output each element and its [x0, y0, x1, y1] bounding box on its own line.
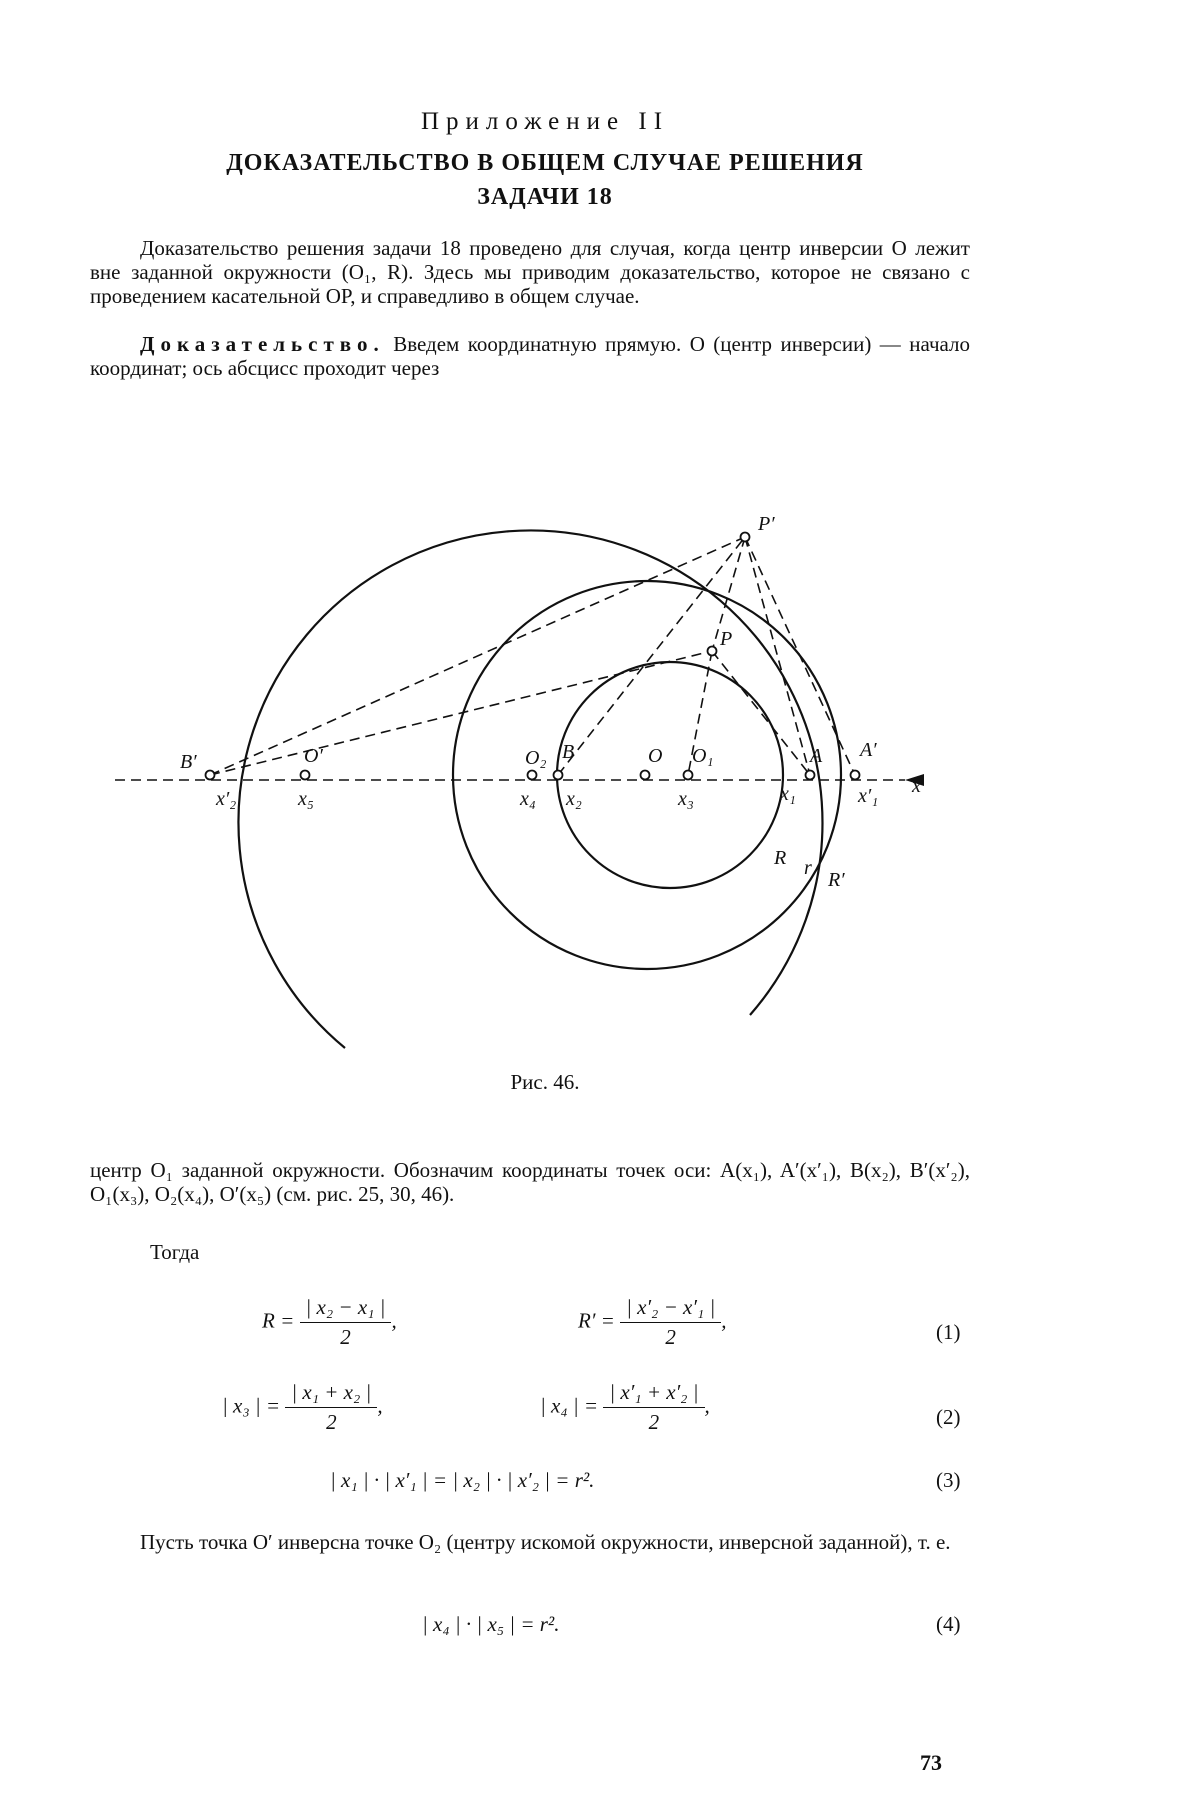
label-A: A: [810, 745, 823, 767]
eq2-den-b: 2: [648, 1410, 660, 1434]
label-x2-prime: x′₂: [216, 788, 237, 810]
point-B: [554, 771, 563, 780]
eq2-frac-b: [603, 1380, 704, 1435]
label-O2: O₂: [525, 747, 547, 769]
equation-3: | x₁ | · | x′₁ | = | x₂ | · | x′₂ | = r².: [330, 1468, 595, 1492]
eq1-number: (1): [936, 1320, 961, 1344]
equation-1b: R′ = $\frac{\text{| x′₂ − x′₁ |}}{2}$ ,: [578, 1295, 727, 1349]
eq2-num-b: | x′₁ + x′₂ |: [603, 1380, 704, 1408]
point-P: [708, 647, 717, 656]
eq1-den-b: 2: [665, 1325, 676, 1349]
label-O-prime: O′: [304, 745, 323, 767]
eq4-number: (4): [936, 1612, 961, 1636]
point-A: [806, 771, 815, 780]
point-O1: [684, 771, 693, 780]
let-paragraph: Пусть точка O′ инверсна точке O₂ (центру искомой окружности, инверсной заданной), т. е.: [140, 1530, 951, 1554]
label-x1-prime: x′₁: [858, 785, 879, 807]
proof-word: Доказательство.: [140, 332, 385, 356]
label-A-prime: A′: [860, 739, 877, 761]
label-x4: x₄: [520, 788, 536, 810]
eq2-num-a: | x₁ + x₂ |: [285, 1380, 377, 1408]
label-x5: x₅: [298, 788, 314, 810]
point-P-prime: [741, 533, 750, 542]
eq1-den-a: 2: [340, 1325, 351, 1349]
eq2-den-a: 2: [326, 1410, 337, 1434]
label-B: B: [562, 741, 575, 763]
page-number: 73: [920, 1750, 942, 1775]
label-P-prime: P′: [758, 513, 775, 535]
point-O2: [528, 771, 537, 780]
intro-paragraph: Доказательство решения задачи 18 проведено для случая, когда центр инверсии O лежит вне заданной окружности (O₁, R). Здесь мы приводим доказательство, которое не связано с проведением касательной OP, и справедливо в общем случае.: [90, 236, 970, 308]
label-B-prime: B′: [180, 751, 197, 773]
line-P-A: [712, 651, 810, 775]
equation-1: R = $\frac{\text{| x₂ − x₁ |}}{2}$ ,: [262, 1295, 397, 1349]
eq2-number: (2): [936, 1405, 961, 1429]
continuation-paragraph: центр O₁ заданной окружности. Обозначим координаты точек оси: A(x₁), A′(x′₁), B(x₂), B′(x′₂), O₁(x₃), O₂(x₄), O′(x₅) (см. рис. 25, 30, 46).: [90, 1158, 970, 1206]
eq2-lhs-b: | x₄ | =: [540, 1393, 599, 1418]
line-Bp-P: [210, 651, 712, 775]
appendix-heading: Приложение II: [420, 108, 670, 135]
label-x1: x₁: [780, 783, 796, 805]
eq3-number: (3): [936, 1468, 961, 1492]
label-O1: O₁: [692, 745, 714, 767]
label-x-axis: x: [912, 775, 921, 797]
section-title-line-2: ЗАДАЧИ 18: [477, 184, 613, 210]
section-title-line-1: ДОКАЗАТЕЛЬСТВО В ОБЩЕМ СЛУЧАЕ РЕШЕНИЯ: [226, 150, 864, 176]
point-B-prime: [206, 771, 215, 780]
label-R-prime: R′: [828, 869, 845, 891]
point-A-prime: [851, 771, 860, 780]
equation-2b: | x₄ | = $\frac{\text{| x′₁ + x′₂ |}}{2}$ ,: [540, 1380, 710, 1434]
eq1-frac-b: [620, 1295, 721, 1350]
equation-4: | x₄ | · | x₅ | = r².: [422, 1612, 560, 1636]
label-O: O: [648, 745, 663, 767]
eq1-num-b: | x′₂ − x′₁ |: [620, 1295, 721, 1323]
eq1-num-a: | x₂ − x₁ |: [300, 1295, 392, 1323]
equation-2: | x₃ | = $\frac{\text{| x₁ + x₂ |}}{2}$ ,: [222, 1380, 383, 1434]
eq1-lhs-b: R′ =: [578, 1308, 615, 1333]
label-P: P: [720, 628, 733, 650]
eq1-frac-a: [300, 1295, 392, 1350]
proof-text: Введем координатную прямую. O (центр инверсии) — начало координат; ось абсцисс проходит через: [90, 332, 971, 380]
circle-R: [557, 662, 783, 888]
point-O: [641, 771, 650, 780]
label-r: r: [804, 857, 812, 879]
figure-caption: Рис. 46.: [510, 1070, 580, 1094]
point-O-prime: [301, 771, 310, 780]
label-x3: x₃: [678, 788, 694, 810]
eq2-frac-a: [285, 1380, 377, 1435]
label-x2: x₂: [566, 788, 582, 810]
then-word: Тогда: [150, 1240, 200, 1264]
eq1-lhs-a: R =: [262, 1308, 295, 1333]
eq2-lhs-a: | x₃ | =: [222, 1393, 281, 1418]
label-R: R: [774, 847, 787, 869]
